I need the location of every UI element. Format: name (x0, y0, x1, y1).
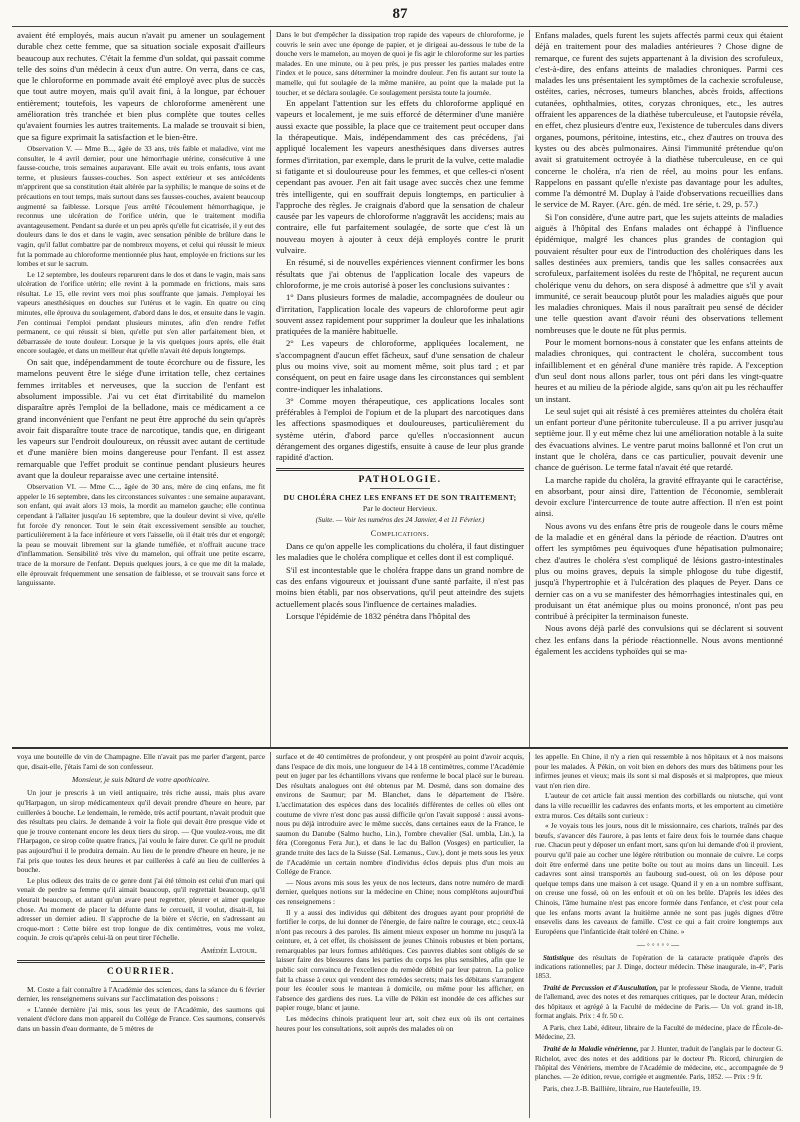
biblio-title: Traité de Percussion et d'Auscultation, (543, 984, 658, 993)
paragraph: « Je voyais tous les jours, nous dit le missionnaire, ces chariots, traînés par des bœufs, s'avancer dès l'aurore, à pas lents et faire deux fois le tournée dans chaque rue. Chacun peut y déposer un enfant mort, sans qu'on lui demande d'où il provient, pourvu qu'il paie au cocher une légère rétribution ou monnaie de cuivre. Le corps doit être enfermé dans une petite boîte ou tout au moins dans un linceuil. Les cadavres sont ainsi transportés au faubourg sud-ouest, où on les dépose pour quelque temps dans une maison à cet usage. Quand il y en a un nombre suffisant, on creuse une fossé, où on les enfouit et où on les brûle. D'après les idées des Chinois, l'âme humaine n'est pas encore formée dans l'enfance, et c'est pour cela que les enfans morts avant la huitième année ne sont pas jugés dignes d'être ensevelis dans les caveaux de famille. C'est ce qui a fait croire longtemps aux Européens que l'infanticide était toléré en Chine. » (535, 821, 783, 936)
paragraph: Si l'on considère, d'une autre part, que les sujets atteints de maladies aiguës à l'hôpital des Enfans malades ont échappé à l'influence épidémique, malgré les chances plus grandes de contagion qui pouvaient résulter pour eux de l'introduction des cholériques dans les salles destinées aux premiers, tandis que les salles consacrées aux scrofuleux, parfaitement isolées du reste de l'hôpital, ne reçurent aucun cholérique venu du dehors, on sera disposé à admettre que s'il y avait immunité, ce serait beaucoup plutôt pour les maladies aiguës que pour les maladies chroniques. Mais il nous paraîtrait peu sensé de décider une telle question avant d'avoir réuni des observations tellement nombreuses que le doute ne fût plus permis. (535, 211, 783, 335)
paragraph: Nous avons vu des enfans être pris de rougeole dans le cours même de la maladie et en général dans la période de réaction. D'autres ont offert les symptômes peu équivoques d'une hépatisation pulmonaire; chez d'autres le choléra s'est compliqué de lésions gastro-intestinales plus ou moins graves, depuis la simple phlogose du tube digestif, jusqu'à l'hypertrophie et à l'ulcération des plaques de Peyer. Dans ce dernier cas on a vu se manifester des hémorrhagies intestinales qui, en produisant un état anémique plus ou moins prononcé, n'ont pas peu contribué à précipiter la terminaison funeste. (535, 520, 783, 622)
top-column-3 (529, 30, 788, 748)
bottom-column-3 (529, 752, 788, 1118)
conclusion-2: 2° Les vapeurs de chloroforme, appliquées localement, ne s'accompagnent d'aucun effet fâcheux, sauf d'une sensation de chaleur plus ou moins vive, soit au moment même, soit plus tard ; et par conséquent, on peut en faire usage dans les circonstances qui semblent contre-indiquer les inhalations. (276, 338, 524, 394)
article-author: Par le docteur Hervieux. (362, 504, 438, 514)
paragraph: Les médecins chinois pratiquent leur art, soit chez eux où ils ont certaines heures pour les consultations, soit auprès des malades où on (276, 1014, 524, 1033)
paragraph: Le seul sujet qui ait résisté à ces premières atteintes du choléra était un enfant porteur d'une péritonite tuberculeuse. Il a pu arriver jusqu'au septième jour. Il y eut même chez lui une amélioration notable à la suite des évacuations alvines. Le ventre parut moins ballonné et l'on crut un instant que le choléra, dans ce cas particulier, pouvait devenir une chance de guérison. Le terme fatal n'avait été que retardé. (535, 405, 783, 473)
biblio-entry (535, 1045, 783, 1082)
section-divider (17, 960, 265, 963)
paragraph: les appelle. En Chine, il n'y a rien qui ressemble à nos hôpitaux et à nos maisons pour les malades. À Pékin, on voit bien en dehors des murs des bâtimens pour les infirmes jeunes et vieux; mais ils sont si mal disposés et si malpropres, que mieux vaut n'en rien dire. (535, 752, 783, 790)
header-rule (12, 26, 788, 27)
heading-rule (370, 488, 430, 489)
paragraph: Pour le moment bornons-nous à constater que les enfans atteints de maladies chroniques, qui contractent le choléra, succombent tous infailliblement et en général d'une manière très rapide. A l'exception d'un seul dont nous allons parler, tous ont péri dans les vingt-quatre heures et au milieu de la période algide, sans qu'on ait pu les réchauffer un instant. (535, 337, 783, 404)
paragraph: Nous avons déjà parlé des convulsions qui se déclarent si souvent chez les enfans dans la période réactionnelle. Nous avons mentionné également les accidens typhoïdes qui se ma- (535, 623, 783, 657)
biblio-text: par J. Hunter, traduit de l'anglais par le docteur G. Richelot, avec des notes et des additions par le docteur Ph. Ricord, chirurgien de l'hôpital des Vénériens, membre de l'Académie de médecine, etc., accompagnée de 9 planches. — 2e édition, revue, corrigée et augmentée. Paris, 1852. — Prix : 9 fr. (535, 1045, 783, 1082)
paragraph: « L'année dernière j'ai mis, sous les yeux de l'Académie, des saumons qui venaient d'éclore dans mon appareil du Collége de France. Ces saumons, conservés dans un bassin d'eau dormante, de 5 mètres de (17, 1004, 265, 1033)
bottom-column-1 (12, 752, 270, 1118)
top-section (12, 30, 788, 748)
conclusion-3: 3° Comme moyen thérapeutique, ces applications locales sont préférables à l'emploi de l'opium et de la plupart des narcotiques dans les affections spasmodiques et douloureuses, particulièrement du système utérin, d'abord parce qu'elles n'occasionnent aucun dérangement des organes digestifs, ensuite à cause de leur plus grande rapidité d'action. (276, 395, 524, 463)
biblio-title: Statistique (543, 953, 574, 962)
paragraph: avaient été employés, mais aucun n'avait pu amener un soulagement durable chez cette femme, que sa situation sociale exposait d'ailleurs beaucoup aux rechutes. C'était la femme d'un soldat, qui passait comme telle des soins d'un médecin à ceux d'un autre. On verra, dans ce cas, que le chloroforme en pommade avait été employé avec plus de succès que tout autre moyen, mais qu'il avait fini, à la longue, par échouer entièrement; toutefois, les vapeurs de chloroforme amenèrent une amélioration très tranchée et bien plus complète que toutes celles qu'avaient fournies les autres traitements. La malade se trouvait si bien, que sa figure exprimait la satisfaction et le bien-être. (17, 30, 265, 142)
top-column-1 (12, 30, 270, 748)
paragraph: Dans le but d'empêcher la dissipation trop rapide des vapeurs de chloroforme, je couvris le sein avec une éponge de papier, et je dirigeai au-dessous le tube de la douche vers le mamelon, au moyen de quoi je fis agir le chloroforme sur les parties malades. En une minute, ou à peu près, je pus presser les parties malades entre l'index et le pouce, sans déterminer la moindre douleur. J'en fis autant sur toute la mamelle, qui fut soulagée de la même manière, au point que la malade put la toucher, et se déclara soulagée. Ce soulagement persista toute la journée. (276, 30, 524, 97)
ornament-divider: —◦◦◦◦◦— (636, 940, 682, 950)
biblio-entry (535, 1085, 783, 1094)
article-subtitle: Complications. (370, 528, 430, 538)
article-title: DU CHOLÉRA CHEZ LES ENFANS ET DE SON TRAITEMENT; (283, 492, 517, 502)
observation-vi: Observation VI. — Mme C..., âgée de 30 ans, mère de cinq enfans, me fit appeler le 16 septembre, dans les circonstances suivantes : une semaine auparavant, son enfant, qui avait alors 13 mois, la mordit au mamelon gauche; elle continua cependant à l'allaiter jusqu'au 16 septembre, que la douleur devint si vive, qu'elle fut forcée d'y renoncer. Tout le sein était excessivement sensible au toucher, particulièrement à la face inférieure et vers l'aisselle, où il était très dur et engorgé; la peau se mouvait librement sur la glande tuméfiée, et n'offrait aucune trace d'inflammation. Sensibilité très vive du mamelon, qui offrait une petite escarre, trace de la morsure de l'enfant. Depuis quelques jours, à ce que me dit la malade, elle éprouvait fréquemment une sensation de faiblesse, et se trouvait sans force et languissante. (17, 482, 265, 588)
paragraph: Il y a aussi des individus qui débitent des drogues ayant pour propriété de fortifier le corps, de lui donner de l'énergie, de faire naître le courage, etc.; ceux-là n'ont pas recours à des paroles. Ils aiment mieux exposer un homme nu jusqu'à la ceinture, et, à cet effet, ils choisissent de jeunes Chinois robustes et bien portans, remarquables par leurs formes athlétiques. Ces pauvres diables sont obligés de se laisser faire des blessures dans les parties du corps les plus sensibles, afin que le public soit convaincu de l'excellence du remède débité par leur patron. La police fait la chasse à ceux qui vendent des remèdes secrets; mais les débitans s'arrangent pour les écouler sous le manteau à domicile, ou même pour les afficher, en l'absence des gardiens des rues. La ville de Pékin est inondée de ces affiches sur papier rouge, blanc et jaune. (276, 907, 524, 1013)
paragraph: Le 12 septembre, les douleurs reparurent dans le dos et dans le vagin, mais sans ulcération de l'orifice utérin; elle revint à la pommade en frictions, mais sans résultat. Le 15, elle revint vers moi plus souffrante que jamais. J'employai les vapeurs anesthésiques en douches sur l'utérus et le vagin. En quatre ou cinq minutes, elle éprouva du soulagement, d'abord dans le dos, et ensuite dans le vagin. J'en continuai l'emploi pendant plusieurs minutes, afin d'en rendre l'effet permanent, ce qui réussit si bien, qu'elle put s'en aller parfaitement bien, et débarrassée de toute douleur. Lorsque je la vis quelques jours après, elle était encore soulagée, et dans un meilleur état qu'elle n'avait été depuis longtemps. (17, 269, 265, 356)
biblio-title: Traité de la Maladie vénérienne, (543, 1045, 639, 1054)
article-note: (Suite. — Voir les numéros des 24 Janvier, 4 et 11 Février.) (315, 515, 485, 524)
biblio-text: par le professeur Skoda, de Vienne, traduit de l'allemand, avec des notes et des remarques critiques, par le docteur Aran, médecin des hôpitaux et agrégé à la Faculté de médecine de Paris.— Un vol. grand in-18, format anglais. Prix : 4 fr. 50 c. (535, 984, 783, 1020)
paragraph: En résumé, si de nouvelles expériences viennent confirmer les bons résultats que j'ai obtenus de l'application locale des vapeurs de chloroforme, je me crois autorisé à poser les conclusions suivantes : (276, 257, 524, 290)
paragraph: L'auteur de cet article fait aussi mention des corbillards ou niutsche, qui vont dans la ville recueillir les cadavres des enfants morts, et les emportent au cimetière extra muros. Ces détails sont curieux : (535, 791, 783, 820)
biblio-text: des résultats de l'opération de la cataracte pratiquée d'après des indications rationnelles; par J. Dinge, docteur médecin. Thèse inaugurale, in-4°, Paris 1853. (535, 953, 783, 980)
biblio-text: Paris, chez J.-B. Baillière, libraire, rue Hautefeuille, 19. (543, 1085, 701, 1094)
quote-line: Monsieur, je suis bâtard de votre apothicaire. (72, 775, 210, 785)
paragraph: M. Coste a fait connaître à l'Académie des sciences, dans la séance du 6 février dernier, les renseignemens suivans sur l'acclimatation des poissons : (17, 984, 265, 1004)
biblio-entry (535, 954, 783, 982)
biblio-text: A Paris, chez Labé, éditeur, libraire de la Faculté de médecine, place de l'École-de-Médecine, 23. (535, 1024, 783, 1042)
bottom-column-2 (270, 752, 529, 1118)
bottom-section (12, 752, 788, 1118)
paragraph: Un jour je prescris à un vieil antiquaire, très riche aussi, mais plus avare qu'Harpagon, un sirop médicamenteux qu'il devait prendre d'heure en heure, par cuillerées à bouche. Le lendemain, le remède, très actif pourtant, n'avait produit que des résultats peu clairs. Je demande à voir la fiole qui devait être presque vide et que je trouve contenant encore les deux tiers du sirop. — Que voulez-vous, me dit l'Harpagon, ce sirop coûte quatre francs, j'ai voulu le faire durer. Ce qu'il ne produit pas aujourd'hui il le produira demain. Au lieu de le prendre d'heure en heure, je ne l'ai pris que toutes les deux heures et par cuillerées à café au lieu de cuillerées à bouche. (17, 788, 265, 875)
paragraph: voya une bouteille de vin de Champagne. Elle n'avait pas me parler d'argent, parce que, disait-elle, j'étais l'ami de son confesseur. (17, 752, 265, 771)
author-signature: Amédée Latour. (200, 944, 257, 955)
paragraph: Enfans malades, quels furent les sujets affectés parmi ceux qui étaient déjà en traitement pour des maladies antérieures ? Chose digne de remarque, ce furent des sujets appartenant à la division des scrofuleux, c'est-à-dire, des enfans atteints de maladies chroniques. Parmi ces malades les uns présentaient les symptômes de la cachexie scrofuleuse, ostéites, caries, nécroses, tumeurs blanches, abcès froids, affections cutanées, ophthalmies, otites, coryzas chroniques, etc., les autres offraient les apparences de la diathèse tuberculeuse, et l'autopsie révéla, en effet, chez plusieurs d'entre eux, l'existence de tubercules dans divers organes, poumons, péritoine, intestins, etc., chez d'autres on trouva des kystes ou des abcès pulmonaires. Ainsi l'immunité prétendue qu'on avait si gratuitement octroyée à la diathèse tuberculeuse, en ce qui concerne le choléra, n'a rien de réel, au moins pour les enfans. Rappelons en passant qu'elle n'existe pas davantage pour les adultes, comme l'a démontré M. Duplay à l'aide d'observations recueillies dans le service de M. Rayer. (Arc. gén. de méd. 1re série, t. 29, p. 57.) (535, 30, 783, 210)
pathologie-heading: PATHOLOGIE. (358, 473, 442, 485)
paragraph: Le plus odieux des traits de ce genre dont j'ai été témoin est celui d'un mari qui venait de perdre sa femme qu'il aimait beaucoup, qu'il regrettait beaucoup, qu'il pleurait beaucoup, et autant qu'un avare peut regretter, pleurer et aimer quelque chose. Au moment de placer la défunte dans le cercueil, il voulut, disait-il, lui adresser un dernier adieu. Il s'approche de la bière et s'écrie, en s'adressant au croque-mort : Cette bière est trop longue de dix centimètres, vous me volez, coquin. Je crois qu'après celui-là on peut tirer l'échelle. (17, 875, 265, 943)
section-divider (276, 468, 524, 471)
observation-v: Observation V. — Mme B..., âgée de 33 ans, très faible et maladive, vint me consulter, le 4 avril dernier, pour une hémorrhagie utérine, consécutive à une fausse-couche, trois semaines auparavant. Elle avait eu trois enfants, tous avant terme, et plusieurs fausses-couches. Son aspect extérieur et ses antécédents m'apprirent que sa constitution était altérée par la syphilis; le manque de soins et de précautions en tout temps, mais surtout dans ses fausses-couches, avaient beaucoup augmenté sa faiblesse. Lorsque j'eus arrêté l'écoulement hémorrhagique, je reconnus une ulcération de l'orifice utérin, que le traitement modifia avantageusement. Pendant sa durée et un peu après qu'elle fut cicatrisée, il y eut des douleurs dans le dos et dans le vagin, avec sensation pénible de brûlure dans le vagin, qu'il fallut combattre par de nombreux moyens, et celui qui réussit le mieux fut la pommade au chloroforme mentionnée plus haut, employée en frictions sur les lombes et sur le sacrum. (17, 143, 266, 269)
paragraph: surface et de 40 centimètres de profondeur, y ont prospéré au point d'avoir acquis, dans l'espace de dix mois, une longueur de 14 à 18 centimètres, comme l'Académie peut en juger par les échantillons vivans que renferme le bocal placé sur le bureau. Des résultats analogues ont été obtenus par M. Desmé, dans son domaine des environs de Saumur; par M. Blanchet, dans le département de l'Isère. L'acclimatation des espèces dans des localités différentes de celles où elles ont coutume de vivre n'est donc pas aussi difficile qu'on l'avait supposé : aussi avons-nous pu déjà introduire avec le même succès, dans certaines eaux de la France, le saumon du Danube (Salmo hucho, Lin.), l'ombre chevalier (Sal. umbla, Lin.), la féra (Coregonus Fera Jur.), et dans le lac du Ballon (Vosges) en particulier, la grande truite des lacs de la Suisse (Sal. Lemanus., Cuv.), dont je mets sous les yeux de l'Académie un certain nombre d'individus éclos depuis plus d'un mois au Collége de France. (276, 752, 524, 877)
paragraph: Lorsque l'épidémie de 1832 pénétra dans l'hôpital des (286, 610, 471, 621)
page-number: 87 (392, 6, 408, 22)
top-column-2 (270, 30, 529, 748)
courrier-heading: COURRIER. (106, 966, 176, 978)
heading-rule (111, 981, 171, 982)
biblio-entry (535, 1024, 783, 1042)
paragraph: S'il est incontestable que le choléra frappe dans un grand nombre de cas des enfans vigoureux et jouissant d'une santé parfaite, il n'est pas moins bien établi, par nos observations, qu'il peut atteindre des sujets actuellement placés sous l'influence de certaines maladies. (276, 564, 524, 609)
feuilleton-divider (12, 747, 788, 749)
paragraph: La marche rapide du choléra, la gravité effrayante qui le caractérise, en absorbant, pour ainsi dire, l'attention de l'économie, semblerait devoir exclure l'intercurrence de toute autre affection. Il n'en est point ainsi. (535, 474, 783, 519)
bibliography (535, 954, 783, 1095)
paragraph: En appelant l'attention sur les effets du chloroforme appliqué en vapeurs et localement, je me suis efforcé de déterminer d'une manière aussi exacte que possible, la place que ce traitement peut occuper dans la thérapeutique. Mais, indépendamment des cas précédens, j'ai appliqué localement les vapeurs anesthésiques dans diverses autres formes d'irritation, par exemple, dans le prurit de la vulve, cette maladie si fatigante et si douloureuse pour les femmes, et que celles-ci n'osent cependant pas avouer. J'en ait fait usage avec succès chez une femme très intelligente, qui en souffrait depuis longtemps, en particulier à l'approche des règles. Je craignais d'abord que la sensation de chaleur causée par les vapeurs de chloroforme n'aggravât les accidens; mais au contraire, elle fut parfaitement soulagée, de sorte que c'est là un nouveau moyen à ajouter à ceux déjà employés contre le prurit vulvaire. (276, 98, 524, 256)
conclusion-1: 1° Dans plusieurs formes de maladie, accompagnées de douleur ou d'irritation, l'application locale des vapeurs de chloroforme peut agir souvent assez rapidement pour supprimer la douleur que les inhalations pratiquées de la manière habituelle. (276, 292, 524, 337)
paragraph: On sait que, indépendamment de toute écorchure ou de fissure, les mamelons peuvent être le siége d'une irritation telle, chez certaines femmes irritables et nerveuses, que la succion de l'enfant est absolument impossible. J'ai vu cet état d'irritabilité du mamelon disparaître après l'emploi de la belladone, mais ce médicament a ce grand inconvénient que l'enfant ne peut être approché du sein qu'après avoir fait disparaître toute trace de narcotique, tandis que, en dirigeant les vapeurs sur l'endroit douloureux, on réussit avec autant de certitude et d'une manière bien moins dangereuse pour l'enfant. Il est assez remarquable que l'effet produit se continue pendant plusieurs heures avant que la douleur reparaisse avec une certaine intensité. (17, 357, 265, 480)
paragraph: — Nous avons mis sous les yeux de nos lecteurs, dans notre numéro de mardi dernier, quelques notions sur la médecine en Chine; nous complétons aujourd'hui ces renseignemens : (276, 877, 524, 906)
paragraph: Dans ce qu'on appelle les complications du choléra, il faut distinguer les maladies que le choléra complique et celles dont il est compliqué. (276, 541, 524, 563)
biblio-entry (535, 984, 783, 1021)
